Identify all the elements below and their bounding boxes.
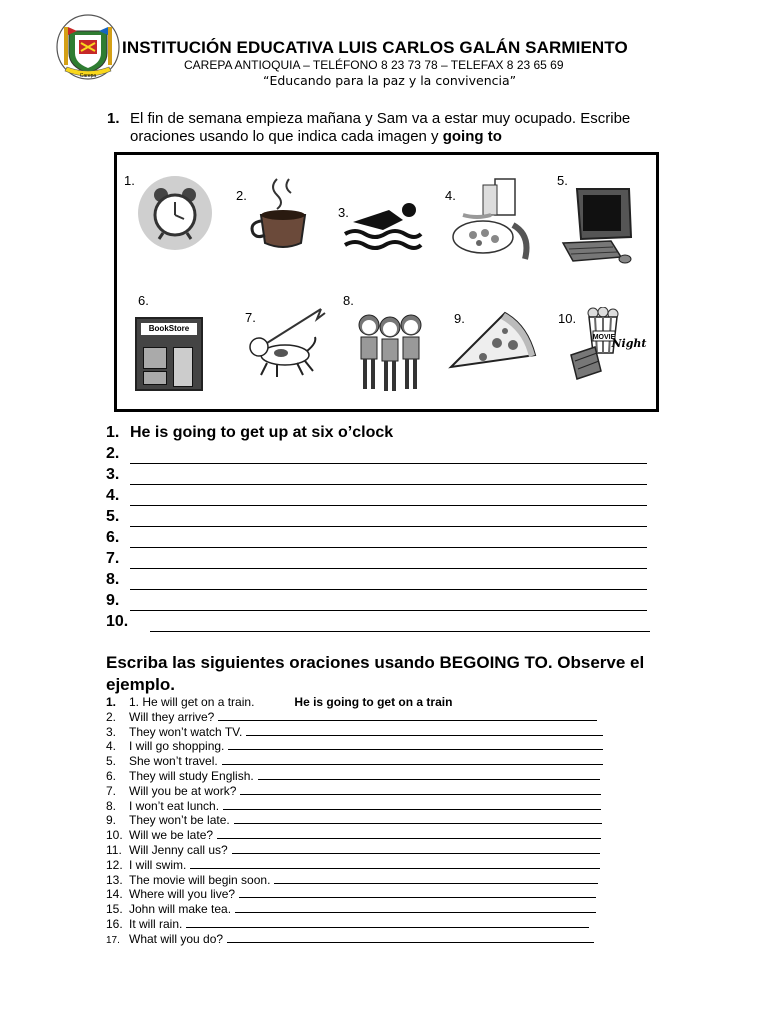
answer-blank-line[interactable]	[246, 725, 603, 736]
school-contact: CAREPA ANTIOQUIA – TELÉFONO 8 23 73 78 – TELEFAX 8 23 65 69	[184, 58, 564, 72]
exercise2-item	[106, 695, 452, 709]
answer-blank-line[interactable]	[274, 873, 598, 884]
item-number: 8.	[106, 798, 117, 813]
exercise2-item	[106, 828, 601, 842]
exercise2-item	[106, 784, 601, 798]
item-number: 15.	[106, 902, 123, 917]
answer-blank-line[interactable]	[218, 710, 597, 721]
item-number: 7.	[106, 783, 117, 798]
answer-blank-line[interactable]	[228, 739, 603, 750]
item-sentence: I won’t eat lunch.	[129, 798, 220, 813]
picture-number: 7.	[245, 310, 256, 325]
exercise1-number: 1.	[107, 110, 120, 127]
answer-number: 7.	[106, 550, 120, 567]
answer-blank-line[interactable]	[234, 813, 602, 824]
exercise2-item	[106, 710, 597, 724]
exercise2-item	[106, 725, 603, 739]
example-answer: He is going to get on a train	[294, 695, 453, 709]
picture-number: 10.	[558, 311, 577, 326]
night-script: Night	[611, 337, 647, 350]
answer-number: 8.	[106, 571, 120, 588]
answer-blank-line[interactable]	[130, 505, 647, 506]
picture-number: 8.	[343, 293, 354, 308]
answer-blank-line[interactable]	[239, 887, 596, 898]
item-number: 11.	[106, 843, 122, 857]
exercise2-item	[106, 902, 596, 916]
item-sentence: Will Jenny call us?	[129, 843, 228, 857]
school-motto: “Educando para la paz y la convivencia”	[263, 73, 517, 88]
picture-frame	[114, 152, 659, 412]
answer-blank-line[interactable]	[130, 610, 647, 611]
answer-blank-line[interactable]	[130, 463, 647, 464]
exercise2-item	[106, 932, 594, 946]
swimmer-icon	[343, 200, 423, 252]
answer-text: He is going to get up at six o’clock	[130, 424, 394, 441]
instruction-text: El fin de semana empieza mañana y Sam va a estar muy ocupado. Escribe oraciones usando lo que indica cada imagen y	[130, 110, 631, 145]
item-sentence: It will rain.	[129, 917, 183, 931]
item-number: 1.	[106, 695, 117, 709]
computer-icon	[559, 185, 637, 265]
answer-number: 3.	[106, 466, 120, 483]
answer-number: 1.	[106, 424, 120, 441]
coffee-cup-icon	[247, 175, 312, 255]
exercise2-item	[106, 754, 603, 768]
item-sentence: She won’t travel.	[129, 754, 218, 769]
picture-number: 3.	[338, 205, 349, 220]
exercise2-item	[106, 843, 600, 857]
answer-number: 2.	[106, 445, 120, 462]
item-number: 16.	[106, 917, 123, 931]
item-number: 14.	[106, 887, 123, 902]
picture-number: 1.	[124, 173, 135, 188]
item-sentence: They won’t watch TV.	[129, 724, 243, 739]
item-sentence: The movie will begin soon.	[129, 872, 271, 887]
breakfast-icon	[447, 175, 537, 267]
answer-number: 6.	[106, 529, 120, 546]
answer-number: 5.	[106, 508, 120, 525]
item-sentence: 1. He will get on a train.	[129, 695, 255, 709]
exercise2-item	[106, 799, 601, 813]
logo-label: Carepa	[79, 73, 97, 79]
exercise2-title: Escriba las siguientes oraciones usando BEGOING TO. Observe el ejemplo.	[106, 653, 645, 694]
item-number: 4.	[106, 739, 117, 754]
item-number: 2.	[106, 709, 117, 724]
dog-walk-icon	[237, 305, 327, 380]
answer-blank-line[interactable]	[130, 568, 647, 569]
alarm-clock-icon	[137, 175, 213, 251]
exercise1-instruction	[130, 110, 650, 146]
item-sentence: John will make tea.	[129, 902, 232, 917]
picture-number: 5.	[557, 173, 568, 188]
exercise2-item	[106, 873, 598, 887]
item-sentence: Will they arrive?	[129, 709, 215, 724]
item-number: 13.	[106, 872, 123, 887]
answer-blank-line[interactable]	[232, 843, 600, 854]
answer-blank-line[interactable]	[186, 917, 589, 928]
bookstore-sign: BookStore	[141, 323, 197, 335]
item-sentence: They will study English.	[129, 769, 254, 783]
item-number: 5.	[106, 754, 117, 769]
movie-night-icon	[565, 307, 651, 381]
answer-blank-line[interactable]	[223, 799, 601, 810]
answer-blank-line[interactable]	[130, 484, 647, 485]
item-sentence: I will go shopping.	[129, 739, 225, 754]
answer-blank-line[interactable]	[130, 526, 647, 527]
answer-blank-line[interactable]	[240, 784, 601, 795]
exercise2-item	[106, 887, 596, 901]
friends-icon	[355, 311, 425, 393]
item-sentence: They won’t be late.	[129, 813, 230, 828]
item-number: 10.	[106, 828, 123, 843]
item-number: 6.	[106, 769, 117, 783]
exercise2-item	[106, 813, 602, 827]
exercise2-item	[106, 769, 600, 783]
answer-blank-line[interactable]	[222, 754, 603, 765]
picture-number: 4.	[445, 188, 456, 203]
item-sentence: Will we be late?	[129, 828, 214, 843]
answer-blank-line[interactable]	[235, 902, 596, 913]
answer-blank-line[interactable]	[130, 589, 647, 590]
bookstore-icon	[135, 317, 203, 391]
item-number: 12.	[106, 857, 123, 872]
movie-sign: MOVIE	[592, 334, 616, 341]
picture-number: 6.	[138, 293, 149, 308]
exercise2-item	[106, 917, 589, 931]
picture-number: 9.	[454, 311, 465, 326]
item-number: 3.	[106, 724, 117, 739]
item-sentence: Where will you live?	[129, 887, 236, 902]
school-logo	[55, 13, 121, 83]
pizza-icon	[447, 305, 539, 375]
instruction-keyword: going to	[442, 128, 502, 145]
answer-blank-line[interactable]	[258, 769, 600, 780]
item-sentence: I will swim.	[129, 857, 187, 872]
exercise2-item	[106, 858, 600, 872]
answer-blank-line[interactable]	[130, 547, 647, 548]
picture-number: 2.	[236, 188, 247, 203]
answer-blank-line[interactable]	[227, 932, 594, 943]
answer-blank-line[interactable]	[190, 858, 600, 869]
item-number: 17.	[106, 934, 120, 946]
answer-number: 9.	[106, 592, 120, 609]
answer-number: 4.	[106, 487, 120, 504]
school-name: INSTITUCIÓN EDUCATIVA LUIS CARLOS GALÁN SARMIENTO	[122, 38, 628, 57]
item-sentence: What will you do?	[129, 931, 224, 946]
answer-blank-line[interactable]	[150, 631, 650, 632]
item-number: 9.	[106, 813, 117, 828]
item-sentence: Will you be at work?	[129, 783, 237, 798]
answer-number: 10.	[106, 613, 129, 630]
exercise2-item	[106, 739, 603, 753]
answer-blank-line[interactable]	[217, 828, 601, 839]
